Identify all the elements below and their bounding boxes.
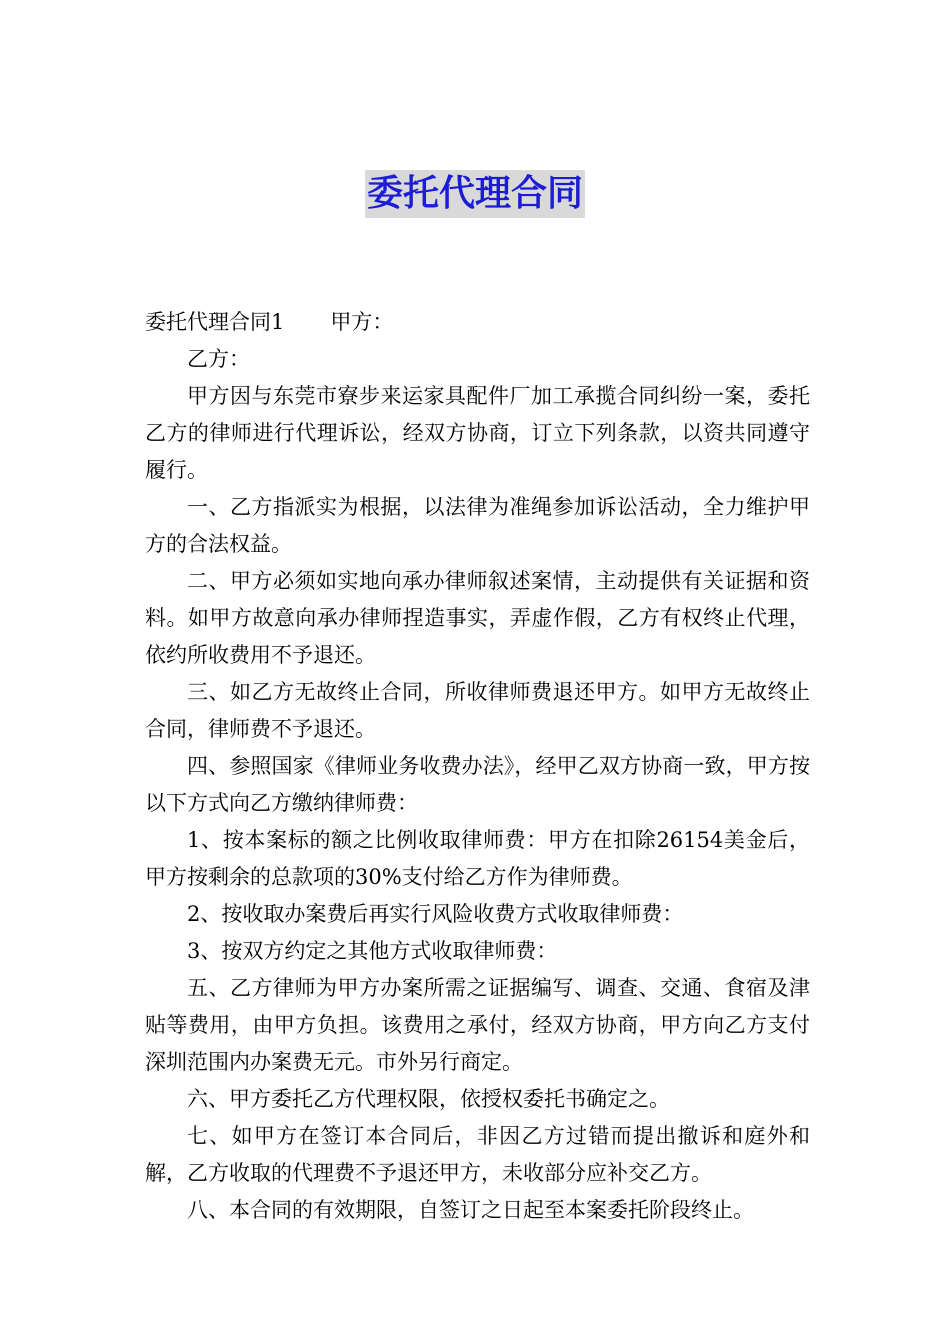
- clause-4-item-1: 1、按本案标的额之比例收取律师费：甲方在扣除26154美金后，甲方按剩余的总款项的30%支付给乙方作为律师费。: [145, 828, 810, 889]
- party-a-label: 甲方：: [330, 310, 394, 334]
- clause-8: 八、本合同的有效期限，自签订之日起至本案委托阶段终止。: [187, 1198, 754, 1222]
- clause-4-item-3: 3、按双方约定之其他方式收取律师费：: [187, 939, 558, 963]
- paragraph-party-b: 乙方：: [187, 347, 250, 371]
- contract-heading: 委托代理合同1: [145, 310, 285, 334]
- clause-6: 六、甲方委托乙方代理权限，依授权委托书确定之。: [187, 1087, 670, 1111]
- document-title: 委托代理合同: [365, 170, 585, 218]
- paragraph-intro: 甲方因与东莞市寮步来运家具配件厂加工承揽合同纠纷一案，委托乙方的律师进行代理诉讼，经双方协商，订立下列条款，以资共同遵守履行。: [145, 384, 810, 482]
- title-wrap: [0, 170, 950, 218]
- clause-3: 三、如乙方无故终止合同，所收律师费退还甲方。如甲方无故终止合同，律师费不予退还。: [145, 680, 810, 741]
- clause-5: 五、乙方律师为甲方办案所需之证据编写、调查、交通、食宿及津贴等费用，由甲方负担。该费用之承付，经双方协商，甲方向乙方支付深圳范围内办案费无元。市外另行商定。: [145, 976, 810, 1074]
- clause-4: 四、参照国家《律师业务收费办法》，经甲乙双方协商一致，甲方按以下方式向乙方缴纳律师费：: [145, 754, 810, 815]
- clause-2: 二、甲方必须如实地向承办律师叙述案情，主动提供有关证据和资料。如甲方故意向承办律师捏造事实，弄虚作假，乙方有权终止代理，依约所收费用不予退还。: [145, 569, 810, 667]
- clause-1: 一、乙方指派实为根据，以法律为准绳参加诉讼活动，全力维护甲方的合法权益。: [145, 495, 810, 556]
- document-body: [145, 304, 810, 1229]
- clause-4-item-2: 2、按收取办案费后再实行风险收费方式收取律师费：: [187, 902, 684, 926]
- clause-7: 七、如甲方在签订本合同后，非因乙方过错而提出撤诉和庭外和解，乙方收取的代理费不予退还甲方，未收部分应补交乙方。: [145, 1124, 810, 1185]
- first-line: [145, 304, 810, 341]
